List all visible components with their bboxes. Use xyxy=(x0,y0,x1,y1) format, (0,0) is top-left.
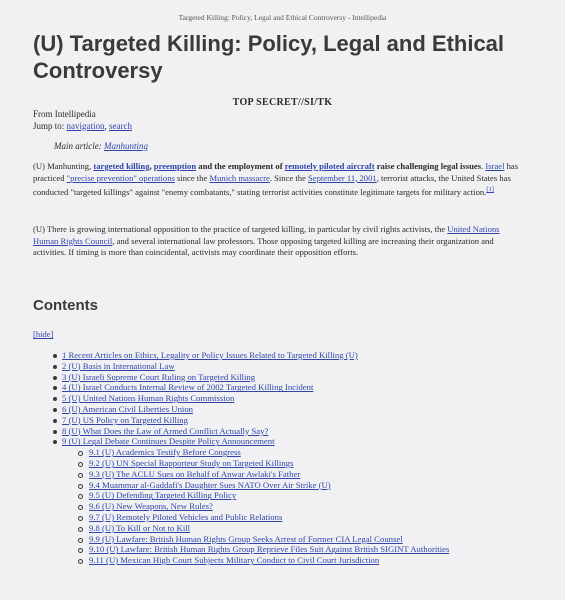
toc-subitem xyxy=(0,469,565,480)
circle-bullet-icon xyxy=(78,538,83,543)
p1-text-1: (U) Manhunting, xyxy=(33,161,94,171)
circle-bullet-icon xyxy=(78,559,83,564)
toc-subitem xyxy=(0,512,565,523)
p1-text-8: . Since the xyxy=(269,172,309,183)
p2-text-2: , and several international law professors. Those opposing targeted killing are increasing their organization and activities. If timing is more than coincidental, activists may coordinate their opposition efforts. xyxy=(33,235,494,258)
circle-bullet-icon xyxy=(78,484,83,489)
toc-subitem xyxy=(0,480,565,491)
toc-link-9-11[interactable]: 9.11 (U) Mexican High Court Subjects Military Conduct to Civil Court Jurisdiction xyxy=(89,555,380,566)
targeted-killing-link[interactable]: targeted killing xyxy=(93,161,150,171)
remotely-piloted-aircraft-link[interactable]: remotely piloted aircraft xyxy=(284,161,375,171)
bullet-icon xyxy=(53,365,57,369)
navigation-link[interactable]: navigation xyxy=(66,121,105,131)
toc-link-9-7[interactable]: 9.7 (U) Remotely Piloted Vehicles and Public Relations xyxy=(89,511,283,522)
hide-link[interactable]: [hide] xyxy=(33,329,54,339)
toc-link-9-5[interactable]: 9.5 (U) Defending Targeted Killing Policy xyxy=(89,490,237,501)
p1-text-5: . xyxy=(481,161,486,171)
toc-link-9-8[interactable]: 9.8 (U) To Kill or Not to Kill xyxy=(89,522,191,533)
toc-link-6[interactable]: 6 (U) American Civil Liberties Union xyxy=(62,403,194,414)
bullet-icon xyxy=(53,440,57,444)
toc-subitem xyxy=(0,490,565,501)
september-11-link[interactable]: September 11, 2001 xyxy=(308,172,377,183)
toc-subitem xyxy=(0,447,565,458)
main-article-link[interactable]: Manhunting xyxy=(104,141,148,151)
p1-text-7: since the xyxy=(174,172,210,183)
toc-item xyxy=(0,382,565,393)
p1-text-4: raise challenging legal issues xyxy=(374,161,482,171)
toc-item xyxy=(0,393,565,404)
bullet-icon xyxy=(53,419,57,423)
circle-bullet-icon xyxy=(78,505,83,510)
circle-bullet-icon xyxy=(78,516,83,521)
circle-bullet-icon xyxy=(78,451,83,456)
toc-item xyxy=(0,404,565,415)
toc-link-3[interactable]: 3 (U) Israeli Supreme Court Ruling on Targeted Killing xyxy=(62,371,256,382)
toc-subitem xyxy=(0,501,565,512)
precise-prevention-link[interactable]: "precise prevention" operations xyxy=(66,172,175,183)
p1-text-6: has practiced xyxy=(33,161,519,183)
un-human-rights-council-link[interactable]: United Nations Human Rights Council xyxy=(33,224,500,246)
page-title: (U) Targeted Killing: Policy, Legal and Ethical Controversy xyxy=(33,31,505,83)
search-link[interactable]: search xyxy=(109,121,132,131)
israel-link[interactable]: Israel xyxy=(485,161,505,171)
p1-text-2: , xyxy=(149,161,154,171)
from-line: From Intellipedia xyxy=(33,109,96,119)
toc-link-9-4[interactable]: 9.4 Muammar al-Gaddafi's Daughter Sues NATO Over Air Strike (U) xyxy=(89,479,331,490)
toc-link-9-6[interactable]: 9.6 (U) New Weapons, New Rules? xyxy=(89,501,213,512)
intro-paragraph xyxy=(33,161,525,199)
toc-link-9-3[interactable]: 9.3 (U) The ACLU Sues on Behalf of Anwar Awlaki's Father xyxy=(89,468,301,479)
toc-link-9-9[interactable]: 9.9 (U) Lawfare: British Human Rights Group Seeks Arrest of Former CIA Legal Counsel xyxy=(89,533,403,544)
bullet-icon xyxy=(53,354,57,358)
bullet-icon xyxy=(53,397,57,401)
p2-text-1: (U) There is growing international opposition to the practice of targeted killing, in particular by civil rights activists, the xyxy=(33,224,448,234)
print-header: Targeted Killing: Policy, Legal and Ethical Controversy - Intellipedia xyxy=(178,13,387,22)
bullet-icon xyxy=(53,430,57,434)
jump-prefix: Jump to: xyxy=(33,121,67,131)
bullet-icon xyxy=(53,376,57,380)
circle-bullet-icon xyxy=(78,473,83,478)
p1-text-3: and the employment of xyxy=(196,161,285,171)
toc-hide-toggle xyxy=(33,329,53,339)
toc-link-1[interactable]: 1 Recent Articles on Ethics, Legality or Policy Issues Related to Targeted Killing (U) xyxy=(62,350,358,360)
preemption-link[interactable]: preemption xyxy=(153,161,197,171)
circle-bullet-icon xyxy=(78,462,83,467)
classification-banner: TOP SECRET//SI/TK xyxy=(232,97,333,108)
toc-subitem xyxy=(0,458,565,469)
toc-link-9[interactable]: 9 (U) Legal Debate Continues Despite Policy Announcement xyxy=(62,436,275,447)
toc-item xyxy=(0,350,565,361)
main-article-prefix: Main article: xyxy=(54,141,104,151)
toc-item xyxy=(0,372,565,383)
toc-item xyxy=(0,426,565,437)
bullet-icon xyxy=(53,386,57,390)
jump-to-line xyxy=(33,121,132,131)
main-article-note xyxy=(54,141,148,151)
circle-bullet-icon xyxy=(78,548,83,553)
reference-1-link[interactable]: [1] xyxy=(486,186,494,194)
jump-separator: , xyxy=(104,121,110,131)
toc-link-8[interactable]: 8 (U) What Does the Law of Armed Conflict Actually Say? xyxy=(62,425,269,436)
toc-subitem xyxy=(0,523,565,534)
toc-link-9-10[interactable]: 9.10 (U) Lawfare: British Human Rights Group Reprieve Files Suit Against British SIGINT Authorities xyxy=(89,544,450,555)
munich-massacre-link[interactable]: Munich massacre xyxy=(209,172,270,183)
contents-heading: Contents xyxy=(33,297,98,314)
opposition-paragraph xyxy=(33,224,525,259)
circle-bullet-icon xyxy=(78,494,83,499)
p1-text-9: , terrorist attacks, the United States has conducted "targeted killings" against "enemy combatants," stating terrorist activities constitute legitimate targets for military action. xyxy=(33,172,511,198)
toc-link-5[interactable]: 5 (U) United Nations Human Rights Commission xyxy=(62,393,235,404)
toc-item xyxy=(0,361,565,372)
table-of-contents xyxy=(0,350,565,566)
toc-link-9-1[interactable]: 9.1 (U) Academics Testify Before Congress xyxy=(89,447,241,458)
toc-link-7[interactable]: 7 (U) US Policy on Targeted Killing xyxy=(62,414,188,425)
toc-item xyxy=(0,436,565,447)
toc-item xyxy=(0,415,565,426)
bullet-icon xyxy=(53,408,57,412)
toc-subitem xyxy=(0,534,565,545)
toc-link-9-2[interactable]: 9.2 (U) UN Special Rapporteur Study on Targeted Killings xyxy=(89,457,294,468)
toc-subitem xyxy=(0,555,565,566)
toc-link-4[interactable]: 4 (U) Israel Conducts Internal Review of 2002 Targeted Killing Incident xyxy=(62,382,314,393)
toc-subitem xyxy=(0,544,489,555)
circle-bullet-icon xyxy=(78,527,83,532)
toc-link-2[interactable]: 2 (U) Basis in International Law xyxy=(62,360,175,371)
